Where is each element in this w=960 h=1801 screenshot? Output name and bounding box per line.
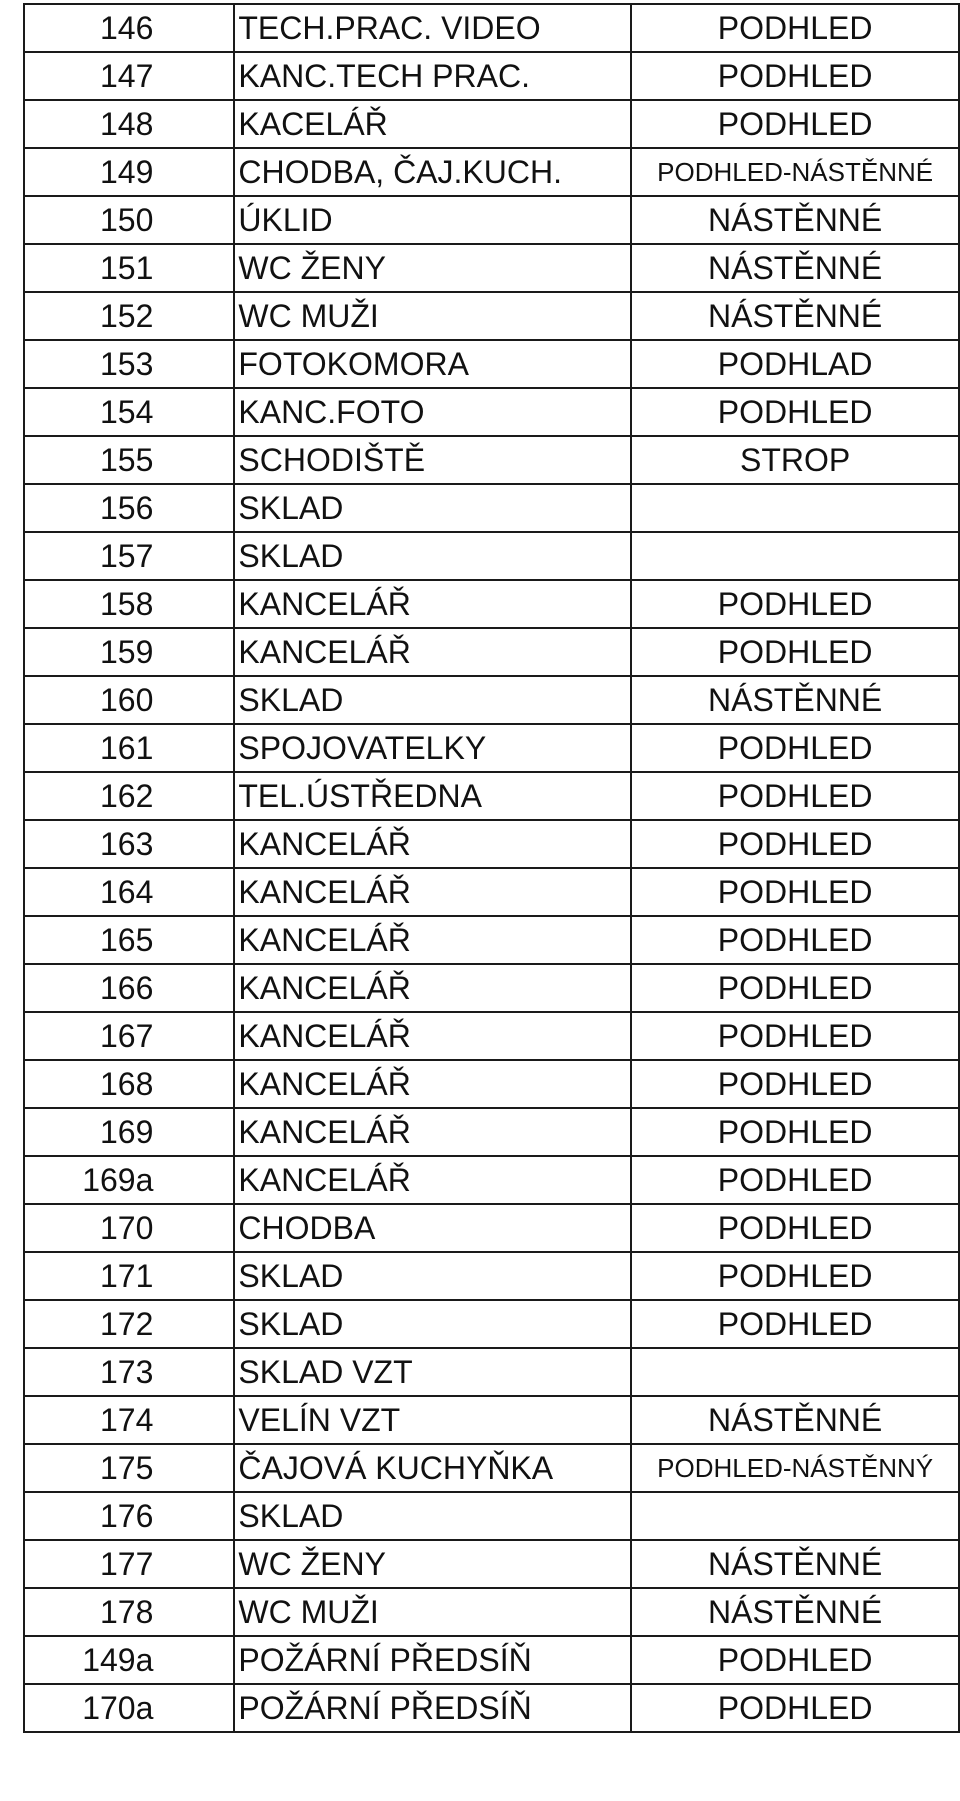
room-name-cell: KANCELÁŘ bbox=[234, 628, 631, 676]
room-number-cell: 175 bbox=[24, 1444, 234, 1492]
table-row bbox=[24, 52, 959, 100]
table-row bbox=[24, 1060, 959, 1108]
ceiling-type-cell: PODHLED bbox=[631, 580, 959, 628]
room-number-cell: 159 bbox=[24, 628, 234, 676]
room-table bbox=[23, 3, 960, 1733]
ceiling-type-cell: PODHLAD bbox=[631, 340, 959, 388]
ceiling-type-cell: PODHLED bbox=[631, 916, 959, 964]
room-name-cell: KANCELÁŘ bbox=[234, 868, 631, 916]
ceiling-type-cell: PODHLED bbox=[631, 1108, 959, 1156]
table-row bbox=[24, 1108, 959, 1156]
table-row bbox=[24, 724, 959, 772]
room-number-cell: 171 bbox=[24, 1252, 234, 1300]
room-number-cell: 148 bbox=[24, 100, 234, 148]
table-row bbox=[24, 1012, 959, 1060]
room-number-cell: 158 bbox=[24, 580, 234, 628]
room-number-cell: 170a bbox=[24, 1684, 234, 1732]
table-row bbox=[24, 1684, 959, 1732]
room-number-cell: 160 bbox=[24, 676, 234, 724]
ceiling-type-cell: STROP bbox=[631, 436, 959, 484]
room-number-cell: 149 bbox=[24, 148, 234, 196]
table-row bbox=[24, 964, 959, 1012]
table-row bbox=[24, 244, 959, 292]
room-number-cell: 165 bbox=[24, 916, 234, 964]
room-number-cell: 157 bbox=[24, 532, 234, 580]
ceiling-type-cell: PODHLED bbox=[631, 52, 959, 100]
table-row bbox=[24, 772, 959, 820]
ceiling-type-cell: PODHLED bbox=[631, 964, 959, 1012]
ceiling-type-cell: PODHLED-NÁSTĚNNÝ bbox=[631, 1444, 959, 1492]
table-row bbox=[24, 1156, 959, 1204]
room-number-cell: 173 bbox=[24, 1348, 234, 1396]
room-name-cell: SKLAD bbox=[234, 676, 631, 724]
table-row bbox=[24, 388, 959, 436]
ceiling-type-cell: PODHLED bbox=[631, 868, 959, 916]
room-number-cell: 156 bbox=[24, 484, 234, 532]
ceiling-type-cell: PODHLED bbox=[631, 388, 959, 436]
ceiling-type-cell: NÁSTĚNNÉ bbox=[631, 292, 959, 340]
room-table-body bbox=[24, 4, 959, 1732]
room-number-cell: 166 bbox=[24, 964, 234, 1012]
ceiling-type-cell: NÁSTĚNNÉ bbox=[631, 244, 959, 292]
room-name-cell: KANCELÁŘ bbox=[234, 1012, 631, 1060]
room-name-cell: ÚKLID bbox=[234, 196, 631, 244]
ceiling-type-cell: PODHLED bbox=[631, 1684, 959, 1732]
room-number-cell: 153 bbox=[24, 340, 234, 388]
room-name-cell: KANC.TECH PRAC. bbox=[234, 52, 631, 100]
table-row bbox=[24, 196, 959, 244]
ceiling-type-cell: NÁSTĚNNÉ bbox=[631, 1588, 959, 1636]
room-name-cell: FOTOKOMORA bbox=[234, 340, 631, 388]
room-name-cell: KANCELÁŘ bbox=[234, 1108, 631, 1156]
ceiling-type-cell bbox=[631, 484, 959, 532]
room-number-cell: 146 bbox=[24, 4, 234, 52]
room-name-cell: SKLAD bbox=[234, 484, 631, 532]
ceiling-type-cell: PODHLED bbox=[631, 772, 959, 820]
table-row bbox=[24, 340, 959, 388]
room-number-cell: 168 bbox=[24, 1060, 234, 1108]
table-row bbox=[24, 292, 959, 340]
table-row bbox=[24, 1300, 959, 1348]
ceiling-type-cell: PODHLED bbox=[631, 1156, 959, 1204]
room-name-cell: TEL.ÚSTŘEDNA bbox=[234, 772, 631, 820]
table-row bbox=[24, 1492, 959, 1540]
table-row bbox=[24, 1540, 959, 1588]
room-number-cell: 164 bbox=[24, 868, 234, 916]
room-name-cell: KANCELÁŘ bbox=[234, 964, 631, 1012]
room-name-cell: SKLAD bbox=[234, 1300, 631, 1348]
ceiling-type-cell: NÁSTĚNNÉ bbox=[631, 1540, 959, 1588]
room-name-cell: WC MUŽI bbox=[234, 1588, 631, 1636]
ceiling-type-cell: PODHLED-NÁSTĚNNÉ bbox=[631, 148, 959, 196]
table-row bbox=[24, 628, 959, 676]
room-name-cell: KANCELÁŘ bbox=[234, 820, 631, 868]
room-name-cell: SPOJOVATELKY bbox=[234, 724, 631, 772]
table-row bbox=[24, 868, 959, 916]
room-name-cell: KANCELÁŘ bbox=[234, 1156, 631, 1204]
room-name-cell: KANC.FOTO bbox=[234, 388, 631, 436]
table-row bbox=[24, 1588, 959, 1636]
ceiling-type-cell bbox=[631, 532, 959, 580]
table-row bbox=[24, 1252, 959, 1300]
table-row bbox=[24, 916, 959, 964]
room-name-cell: KANCELÁŘ bbox=[234, 1060, 631, 1108]
room-name-cell: WC ŽENY bbox=[234, 244, 631, 292]
ceiling-type-cell bbox=[631, 1492, 959, 1540]
room-name-cell: KANCELÁŘ bbox=[234, 916, 631, 964]
room-number-cell: 178 bbox=[24, 1588, 234, 1636]
table-row bbox=[24, 820, 959, 868]
ceiling-type-cell: PODHLED bbox=[631, 1060, 959, 1108]
room-number-cell: 162 bbox=[24, 772, 234, 820]
room-name-cell: SCHODIŠTĚ bbox=[234, 436, 631, 484]
table-row bbox=[24, 436, 959, 484]
ceiling-type-cell: PODHLED bbox=[631, 724, 959, 772]
room-name-cell: POŽÁRNÍ PŘEDSÍŇ bbox=[234, 1636, 631, 1684]
room-name-cell: CHODBA, ČAJ.KUCH. bbox=[234, 148, 631, 196]
table-row bbox=[24, 4, 959, 52]
room-number-cell: 152 bbox=[24, 292, 234, 340]
ceiling-type-cell: PODHLED bbox=[631, 1300, 959, 1348]
room-number-cell: 147 bbox=[24, 52, 234, 100]
ceiling-type-cell: PODHLED bbox=[631, 4, 959, 52]
room-name-cell: VELÍN VZT bbox=[234, 1396, 631, 1444]
ceiling-type-cell: NÁSTĚNNÉ bbox=[631, 1396, 959, 1444]
ceiling-type-cell: PODHLED bbox=[631, 820, 959, 868]
ceiling-type-cell: PODHLED bbox=[631, 1012, 959, 1060]
ceiling-type-cell: PODHLED bbox=[631, 1636, 959, 1684]
room-name-cell: POŽÁRNÍ PŘEDSÍŇ bbox=[234, 1684, 631, 1732]
table-row bbox=[24, 532, 959, 580]
room-name-cell: WC MUŽI bbox=[234, 292, 631, 340]
table-row bbox=[24, 1444, 959, 1492]
room-number-cell: 176 bbox=[24, 1492, 234, 1540]
ceiling-type-cell: PODHLED bbox=[631, 628, 959, 676]
ceiling-type-cell: NÁSTĚNNÉ bbox=[631, 676, 959, 724]
table-row bbox=[24, 1396, 959, 1444]
table-row bbox=[24, 148, 959, 196]
room-number-cell: 172 bbox=[24, 1300, 234, 1348]
ceiling-type-cell bbox=[631, 1348, 959, 1396]
room-number-cell: 149a bbox=[24, 1636, 234, 1684]
room-name-cell: SKLAD bbox=[234, 532, 631, 580]
room-name-cell: CHODBA bbox=[234, 1204, 631, 1252]
table-row bbox=[24, 1348, 959, 1396]
room-name-cell: TECH.PRAC. VIDEO bbox=[234, 4, 631, 52]
ceiling-type-cell: PODHLED bbox=[631, 100, 959, 148]
table-row bbox=[24, 676, 959, 724]
room-name-cell: KANCELÁŘ bbox=[234, 580, 631, 628]
table-row bbox=[24, 484, 959, 532]
room-name-cell: SKLAD bbox=[234, 1492, 631, 1540]
table-row bbox=[24, 580, 959, 628]
room-number-cell: 170 bbox=[24, 1204, 234, 1252]
room-name-cell: WC ŽENY bbox=[234, 1540, 631, 1588]
room-name-cell: SKLAD VZT bbox=[234, 1348, 631, 1396]
room-number-cell: 154 bbox=[24, 388, 234, 436]
ceiling-type-cell: NÁSTĚNNÉ bbox=[631, 196, 959, 244]
room-number-cell: 163 bbox=[24, 820, 234, 868]
ceiling-type-cell: PODHLED bbox=[631, 1252, 959, 1300]
room-name-cell: ČAJOVÁ KUCHYŇKA bbox=[234, 1444, 631, 1492]
room-number-cell: 155 bbox=[24, 436, 234, 484]
room-number-cell: 167 bbox=[24, 1012, 234, 1060]
room-name-cell: KACELÁŘ bbox=[234, 100, 631, 148]
table-row bbox=[24, 1204, 959, 1252]
table-row bbox=[24, 100, 959, 148]
room-number-cell: 169a bbox=[24, 1156, 234, 1204]
table-row bbox=[24, 1636, 959, 1684]
room-number-cell: 150 bbox=[24, 196, 234, 244]
room-number-cell: 177 bbox=[24, 1540, 234, 1588]
room-number-cell: 161 bbox=[24, 724, 234, 772]
room-name-cell: SKLAD bbox=[234, 1252, 631, 1300]
room-number-cell: 169 bbox=[24, 1108, 234, 1156]
ceiling-type-cell: PODHLED bbox=[631, 1204, 959, 1252]
room-number-cell: 151 bbox=[24, 244, 234, 292]
room-number-cell: 174 bbox=[24, 1396, 234, 1444]
